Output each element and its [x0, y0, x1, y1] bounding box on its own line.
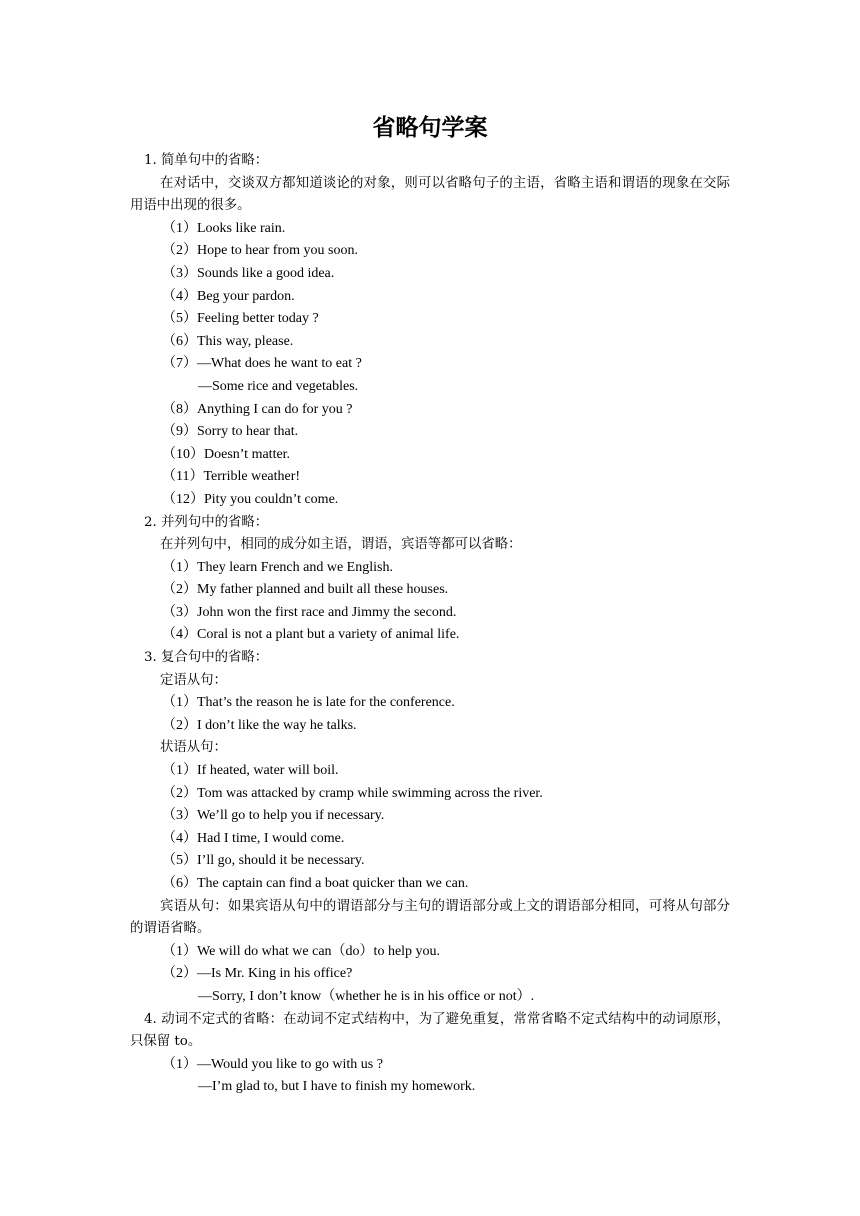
s1-item-12: （12）Pity you couldn’t come. — [162, 491, 339, 507]
section-4-intro: 4. 动词不定式的省略：在动词不定式结构中，为了避免重复，常常省略不定式结构中的动词原形，只保留 to。 — [130, 1011, 730, 1050]
s1-item-5: （5）Feeling better today ? — [162, 311, 319, 327]
s1-item-10: （10）Doesn’t matter. — [162, 446, 291, 462]
s1-item-11: （11）Terrible weather! — [162, 469, 301, 485]
s3-obj-item-2-reply: —Sorry, I don’t know（whether he is in his office or not）. — [198, 988, 535, 1004]
s3-obj-item-1: （1）We will do what we can（do）to help you. — [162, 943, 441, 959]
s1-item-6: （6）This way, please. — [162, 333, 294, 349]
s3-obj-item-2: （2）—Is Mr. King in his office? — [162, 966, 353, 982]
s2-item-2: （2）My father planned and built all these houses. — [162, 582, 449, 598]
s1-item-8: （8）Anything I can do for you ? — [162, 401, 353, 417]
s3-attr-item-1: （1）That’s the reason he is late for the conference. — [162, 695, 455, 711]
section-2-heading: 2. 并列句中的省略： — [144, 514, 269, 530]
s3-adv-item-3: （3）We’ll go to help you if necessary. — [162, 808, 385, 824]
section-3-heading: 3. 复合句中的省略： — [144, 650, 269, 666]
s3-adv-item-6: （6）The captain can find a boat quicker than we can. — [162, 876, 469, 891]
s3-adv-item-4: （4）Had I time, I would come. — [162, 830, 345, 846]
section-2-intro: 在并列句中，相同的成分如主语，谓语，宾语等都可以省略： — [160, 537, 522, 553]
document-body — [130, 110, 730, 1099]
s1-item-3: （3）Sounds like a good idea. — [162, 265, 335, 281]
s3-adv-item-5: （5）I’ll go, should it be necessary. — [162, 853, 365, 869]
s1-item-7: （7）—What does he want to eat ? — [162, 356, 362, 372]
s4-item-1-reply: —I’m glad to, but I have to finish my homework. — [198, 1079, 476, 1095]
section-1-heading: 1. 简单句中的省略： — [144, 153, 269, 168]
s1-item-7-reply: —Some rice and vegetables. — [198, 378, 359, 394]
s1-item-9: （9）Sorry to hear that. — [162, 424, 299, 440]
s4-item-1: （1）—Would you like to go with us ? — [162, 1056, 383, 1072]
s2-item-3: （3）John won the first race and Jimmy the second. — [162, 604, 457, 620]
s2-item-1: （1）They learn French and we English. — [162, 559, 393, 575]
attributive-clause-label: 定语从句： — [160, 672, 227, 688]
s3-adv-item-2: （2）Tom was attacked by cramp while swimming across the river. — [162, 785, 543, 801]
section-1-intro: 在对话中，交谈双方都知道谈论的对象，则可以省略句子的主语，省略主语和谓语的现象在交际用语中出现的很多。 — [130, 175, 730, 214]
s1-item-4: （4）Beg your pardon. — [162, 288, 295, 304]
object-clause-intro: 宾语从句：如果宾语从句中的谓语部分与主句的谓语部分或上文的谓语部分相同，可将从句部分的谓语省略。 — [130, 898, 730, 937]
adverbial-clause-label: 状语从句： — [160, 740, 227, 756]
s2-item-4: （4）Coral is not a plant but a variety of animal life. — [162, 627, 460, 643]
page-title: 省略句学案 — [372, 115, 488, 141]
s1-item-1: （1）Looks like rain. — [162, 220, 286, 236]
s3-adv-item-1: （1）If heated, water will boil. — [162, 763, 339, 779]
s1-item-2: （2）Hope to hear from you soon. — [162, 243, 358, 259]
s3-attr-item-2: （2）I don’t like the way he talks. — [162, 717, 357, 733]
